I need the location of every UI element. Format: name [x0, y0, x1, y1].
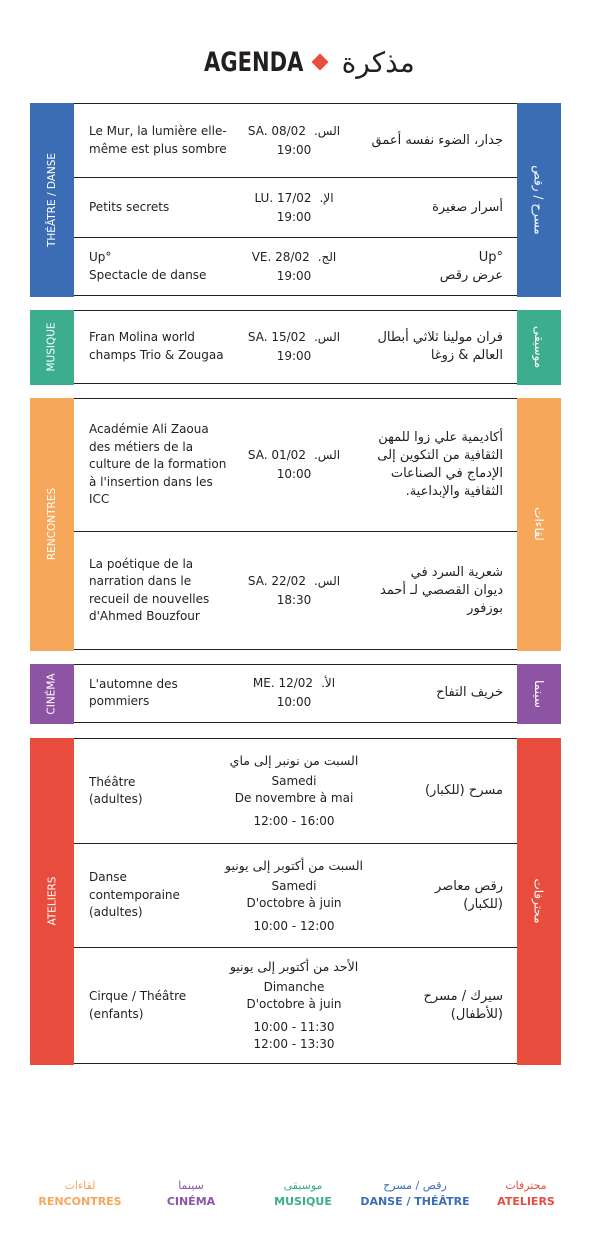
workshop-title-fr: Danse contemporaine (adultes)	[89, 870, 180, 920]
side-label-cinema-ar: سينما	[517, 664, 561, 724]
event-title-fr: Up° Spectacle de danse	[89, 250, 207, 282]
event-title-ar: فران مولينا ثلاثي أبطال العالم & زوغا	[377, 329, 503, 363]
event-date: SA. 08/02 الس. 19:00	[247, 123, 341, 157]
side-label-music-fr: MUSIQUE	[30, 310, 74, 385]
side-label-cinema-fr: CINÉMA	[30, 664, 74, 724]
workshop-title-ar: مسرح (للكبار)	[424, 783, 503, 798]
event-row	[74, 104, 517, 177]
workshop-title-fr: Cirque / Théâtre (enfants)	[89, 989, 187, 1021]
legend-rencontres: لقاءات RENCONTRES	[38, 1179, 122, 1208]
event-title-ar: °Up عرض رقص	[439, 249, 503, 283]
section-rencontres	[30, 398, 561, 650]
workshop-title-fr: Théâtre (adultes)	[89, 774, 143, 806]
event-date: VE. 28/02 الج. 19:00	[251, 249, 337, 283]
page-title	[0, 40, 591, 84]
section-theatre	[30, 103, 561, 296]
side-label-music-ar: موسيقى	[517, 310, 561, 385]
event-date: SA. 15/02 الس. 19:00	[247, 329, 341, 363]
side-label-rencontres-ar: لقاءات	[517, 398, 561, 651]
legend-ateliers: محترفات ATELIERS	[497, 1179, 555, 1208]
workshop-schedule: السبت من نونبر إلى ماي Samedi De novembre à mai 12:00 - 16:00	[229, 753, 359, 828]
section-music	[30, 310, 561, 384]
event-date: SA. 22/02 الس. 18:30	[247, 573, 341, 607]
event-row	[74, 311, 517, 382]
event-title-ar: شعرية السرد في ديوان القصصي لـ أحمد بوزفور	[380, 564, 503, 616]
legend-musique: موسيقى MUSIQUE	[274, 1179, 332, 1208]
event-title-fr: La poétique de la narration dans le recueil de nouvelles d'Ahmed Bouzfour	[89, 556, 210, 623]
event-title-ar: أكاديمية علي زوا للمهن الثقافية من التكوين إلى الإدماج في الصناعات الثقافية والإبداعية.	[377, 430, 503, 499]
diamond-icon	[311, 54, 328, 71]
event-row	[74, 531, 517, 649]
event-title-ar: جدار، الضوء نفسه أعمق	[371, 132, 503, 148]
event-title-fr: Le Mur, la lumière elle-même est plus sombre	[89, 124, 227, 156]
workshop-schedule: الأحد من أكتوبر إلى يونيو Dimanche D'octobre à juin 10:00 - 11:30 12:00 - 13:30	[229, 959, 359, 1051]
event-date: LU. 17/02 الإ. 19:00	[254, 190, 334, 224]
legend-danse-theatre: رقص / مسرح DANSE / THÉÂTRE	[360, 1179, 470, 1208]
side-label-theatre-ar: مسرح / رقص	[517, 103, 561, 297]
workshop-row	[74, 843, 517, 947]
title-ar: مذكرة	[341, 45, 415, 79]
event-row	[74, 177, 517, 237]
workshop-title-ar: سيرك / مسرح (للأطفال)	[423, 988, 503, 1022]
side-label-theatre-fr: THÉÂTRE / DANSE	[30, 103, 74, 297]
workshop-schedule: السبت من أكتوبر إلى يونيو Samedi D'octobre à juin 10:00 - 12:00	[225, 857, 363, 933]
event-title-fr: L'automne des pommiers	[89, 676, 178, 708]
section-cinema	[30, 664, 561, 723]
side-label-ateliers-fr: ATELIERS	[30, 738, 74, 1065]
workshop-title-ar: رقص معاصر (للكبار)	[435, 878, 503, 912]
event-title-ar: أسرار صغيرة	[432, 199, 503, 215]
event-title-ar: خريف التفاح	[436, 685, 503, 700]
event-date: SA. 01/02 الس. 10:00	[247, 448, 341, 481]
section-ateliers	[30, 738, 561, 1064]
event-title-fr: Académie Ali Zaoua des métiers de la culture de la formation à l'insertion dans les ICC	[89, 422, 227, 507]
side-label-ateliers-ar: محترفات	[517, 738, 561, 1065]
category-legend	[0, 1178, 591, 1218]
event-title-fr: Petits secrets	[89, 199, 170, 214]
event-row	[74, 399, 517, 531]
title-fr: AGENDA	[204, 46, 304, 78]
workshop-row	[74, 947, 517, 1063]
event-date: ME. 12/02 الأ. 10:00	[252, 676, 336, 709]
event-row	[74, 665, 517, 721]
side-label-rencontres-fr: RENCONTRES	[30, 398, 74, 651]
workshop-row	[74, 739, 517, 843]
event-row	[74, 237, 517, 295]
event-title-fr: Fran Molina world champs Trio & Zougaa	[89, 330, 224, 362]
legend-cinema: سينما CINÉMA	[166, 1179, 216, 1208]
